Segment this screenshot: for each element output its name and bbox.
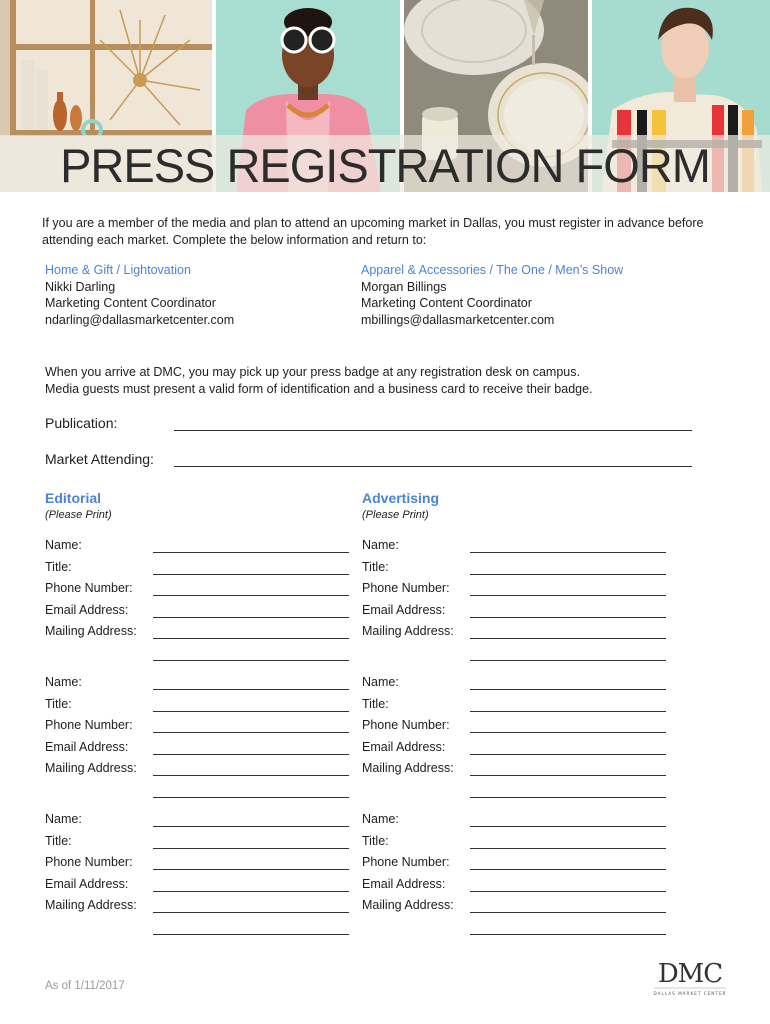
advertising-email-label: Email Address: bbox=[362, 876, 446, 891]
advertising-email-label: Email Address: bbox=[362, 739, 446, 754]
advertising-title-label: Title: bbox=[362, 696, 389, 711]
svg-text:DMC: DMC bbox=[657, 959, 723, 989]
editorial-note: (Please Print) bbox=[45, 509, 112, 521]
arrival-instructions bbox=[45, 364, 735, 398]
publication-field[interactable] bbox=[174, 430, 692, 431]
market-attending-field[interactable] bbox=[174, 466, 692, 467]
market-attending-label: Market Attending: bbox=[45, 451, 154, 467]
editorial-title-field[interactable] bbox=[153, 848, 349, 849]
advertising-mailing-label: Mailing Address: bbox=[362, 898, 454, 912]
contact-home-gift bbox=[45, 262, 234, 328]
publication-label: Publication: bbox=[45, 415, 118, 431]
advertising-phone-field[interactable] bbox=[470, 869, 666, 870]
arrival-line: Media guests must present a valid form of identification and a business card to receive their badge. bbox=[45, 382, 593, 396]
editorial-title-label: Title: bbox=[45, 559, 72, 574]
intro-text: If you are a member of the media and plan to attend an upcoming market in Dallas, you must register in advance before attending each market. Complete the below information and return to: bbox=[42, 216, 704, 247]
editorial-mailing-address-line-2[interactable] bbox=[153, 660, 349, 661]
advertising-title-field[interactable] bbox=[470, 574, 666, 575]
page-title: PRESS REGISTRATION FORM bbox=[60, 139, 710, 192]
editorial-name-field[interactable] bbox=[153, 689, 349, 690]
editorial-email-field[interactable] bbox=[153, 617, 349, 618]
contact-apparel bbox=[361, 262, 623, 328]
contact-role: Marketing Content Coordinator bbox=[361, 296, 532, 310]
editorial-mailing-address-line-2[interactable] bbox=[153, 934, 349, 935]
svg-text:DALLAS MARKET CENTER: DALLAS MARKET CENTER bbox=[653, 991, 727, 996]
advertising-mailing-address-line-2[interactable] bbox=[470, 660, 666, 661]
advertising-phone-label: Phone Number: bbox=[362, 855, 450, 869]
advertising-phone-field[interactable] bbox=[470, 732, 666, 733]
advertising-mailing-field[interactable] bbox=[470, 638, 666, 639]
editorial-title-field[interactable] bbox=[153, 574, 349, 575]
advertising-name-label: Name: bbox=[362, 675, 399, 689]
editorial-email-label: Email Address: bbox=[45, 876, 129, 891]
advertising-mailing-address-line-2[interactable] bbox=[470, 797, 666, 798]
editorial-mailing-label: Mailing Address: bbox=[45, 624, 137, 638]
editorial-name-label: Name: bbox=[45, 812, 82, 826]
contact-email: mbillings@dallasmarketcenter.com bbox=[361, 312, 555, 327]
advertising-note: (Please Print) bbox=[362, 509, 429, 521]
advertising-email-field[interactable] bbox=[470, 891, 666, 892]
arrival-line: When you arrive at DMC, you may pick up your press badge at any registration desk on campus. bbox=[45, 365, 580, 379]
advertising-phone-label: Phone Number: bbox=[362, 718, 450, 732]
editorial-phone-field[interactable] bbox=[153, 732, 349, 733]
advertising-phone-field[interactable] bbox=[470, 595, 666, 596]
advertising-heading: Advertising bbox=[362, 490, 440, 506]
contact-role: Marketing Content Coordinator bbox=[45, 296, 216, 310]
editorial-email-label: Email Address: bbox=[45, 602, 129, 617]
editorial-email-field[interactable] bbox=[153, 891, 349, 892]
editorial-mailing-address-line-2[interactable] bbox=[153, 797, 349, 798]
advertising-mailing-address-line-2[interactable] bbox=[470, 934, 666, 935]
editorial-name-field[interactable] bbox=[153, 552, 349, 553]
editorial-email-label: Email Address: bbox=[45, 739, 129, 754]
advertising-mailing-field[interactable] bbox=[470, 775, 666, 776]
header-photo-banner bbox=[0, 0, 770, 192]
editorial-title-label: Title: bbox=[45, 833, 72, 848]
editorial-heading: Editorial bbox=[45, 490, 102, 506]
advertising-phone-label: Phone Number: bbox=[362, 581, 450, 595]
advertising-name-field[interactable] bbox=[470, 552, 666, 553]
editorial-phone-label: Phone Number: bbox=[45, 855, 133, 869]
advertising-title-label: Title: bbox=[362, 833, 389, 848]
editorial-mailing-field[interactable] bbox=[153, 638, 349, 639]
advertising-name-label: Name: bbox=[362, 812, 399, 826]
advertising-name-field[interactable] bbox=[470, 826, 666, 827]
editorial-mailing-label: Mailing Address: bbox=[45, 898, 137, 912]
advertising-title-field[interactable] bbox=[470, 848, 666, 849]
advertising-mailing-label: Mailing Address: bbox=[362, 761, 454, 775]
revision-date: As of 1/11/2017 bbox=[45, 980, 125, 992]
advertising-mailing-label: Mailing Address: bbox=[362, 624, 454, 638]
editorial-title-field[interactable] bbox=[153, 711, 349, 712]
editorial-name-label: Name: bbox=[45, 538, 82, 552]
editorial-name-label: Name: bbox=[45, 675, 82, 689]
editorial-mailing-label: Mailing Address: bbox=[45, 761, 137, 775]
editorial-phone-field[interactable] bbox=[153, 595, 349, 596]
contact-label: Apparel & Accessories / The One / Men’s Show bbox=[361, 263, 624, 277]
editorial-mailing-field[interactable] bbox=[153, 775, 349, 776]
editorial-name-field[interactable] bbox=[153, 826, 349, 827]
editorial-email-field[interactable] bbox=[153, 754, 349, 755]
contact-label: Home & Gift / Lightovation bbox=[45, 263, 191, 277]
editorial-title-label: Title: bbox=[45, 696, 72, 711]
contact-name: Morgan Billings bbox=[361, 279, 447, 294]
editorial-phone-label: Phone Number: bbox=[45, 718, 133, 732]
contact-name: Nikki Darling bbox=[45, 279, 116, 294]
editorial-phone-field[interactable] bbox=[153, 869, 349, 870]
editorial-phone-label: Phone Number: bbox=[45, 581, 133, 595]
editorial-mailing-field[interactable] bbox=[153, 912, 349, 913]
advertising-email-field[interactable] bbox=[470, 617, 666, 618]
advertising-email-field[interactable] bbox=[470, 754, 666, 755]
advertising-title-label: Title: bbox=[362, 559, 389, 574]
advertising-name-label: Name: bbox=[362, 538, 399, 552]
advertising-title-field[interactable] bbox=[470, 711, 666, 712]
advertising-email-label: Email Address: bbox=[362, 602, 446, 617]
contact-email: ndarling@dallasmarketcenter.com bbox=[45, 312, 235, 327]
advertising-name-field[interactable] bbox=[470, 689, 666, 690]
advertising-mailing-field[interactable] bbox=[470, 912, 666, 913]
dmc-logo bbox=[652, 958, 728, 998]
